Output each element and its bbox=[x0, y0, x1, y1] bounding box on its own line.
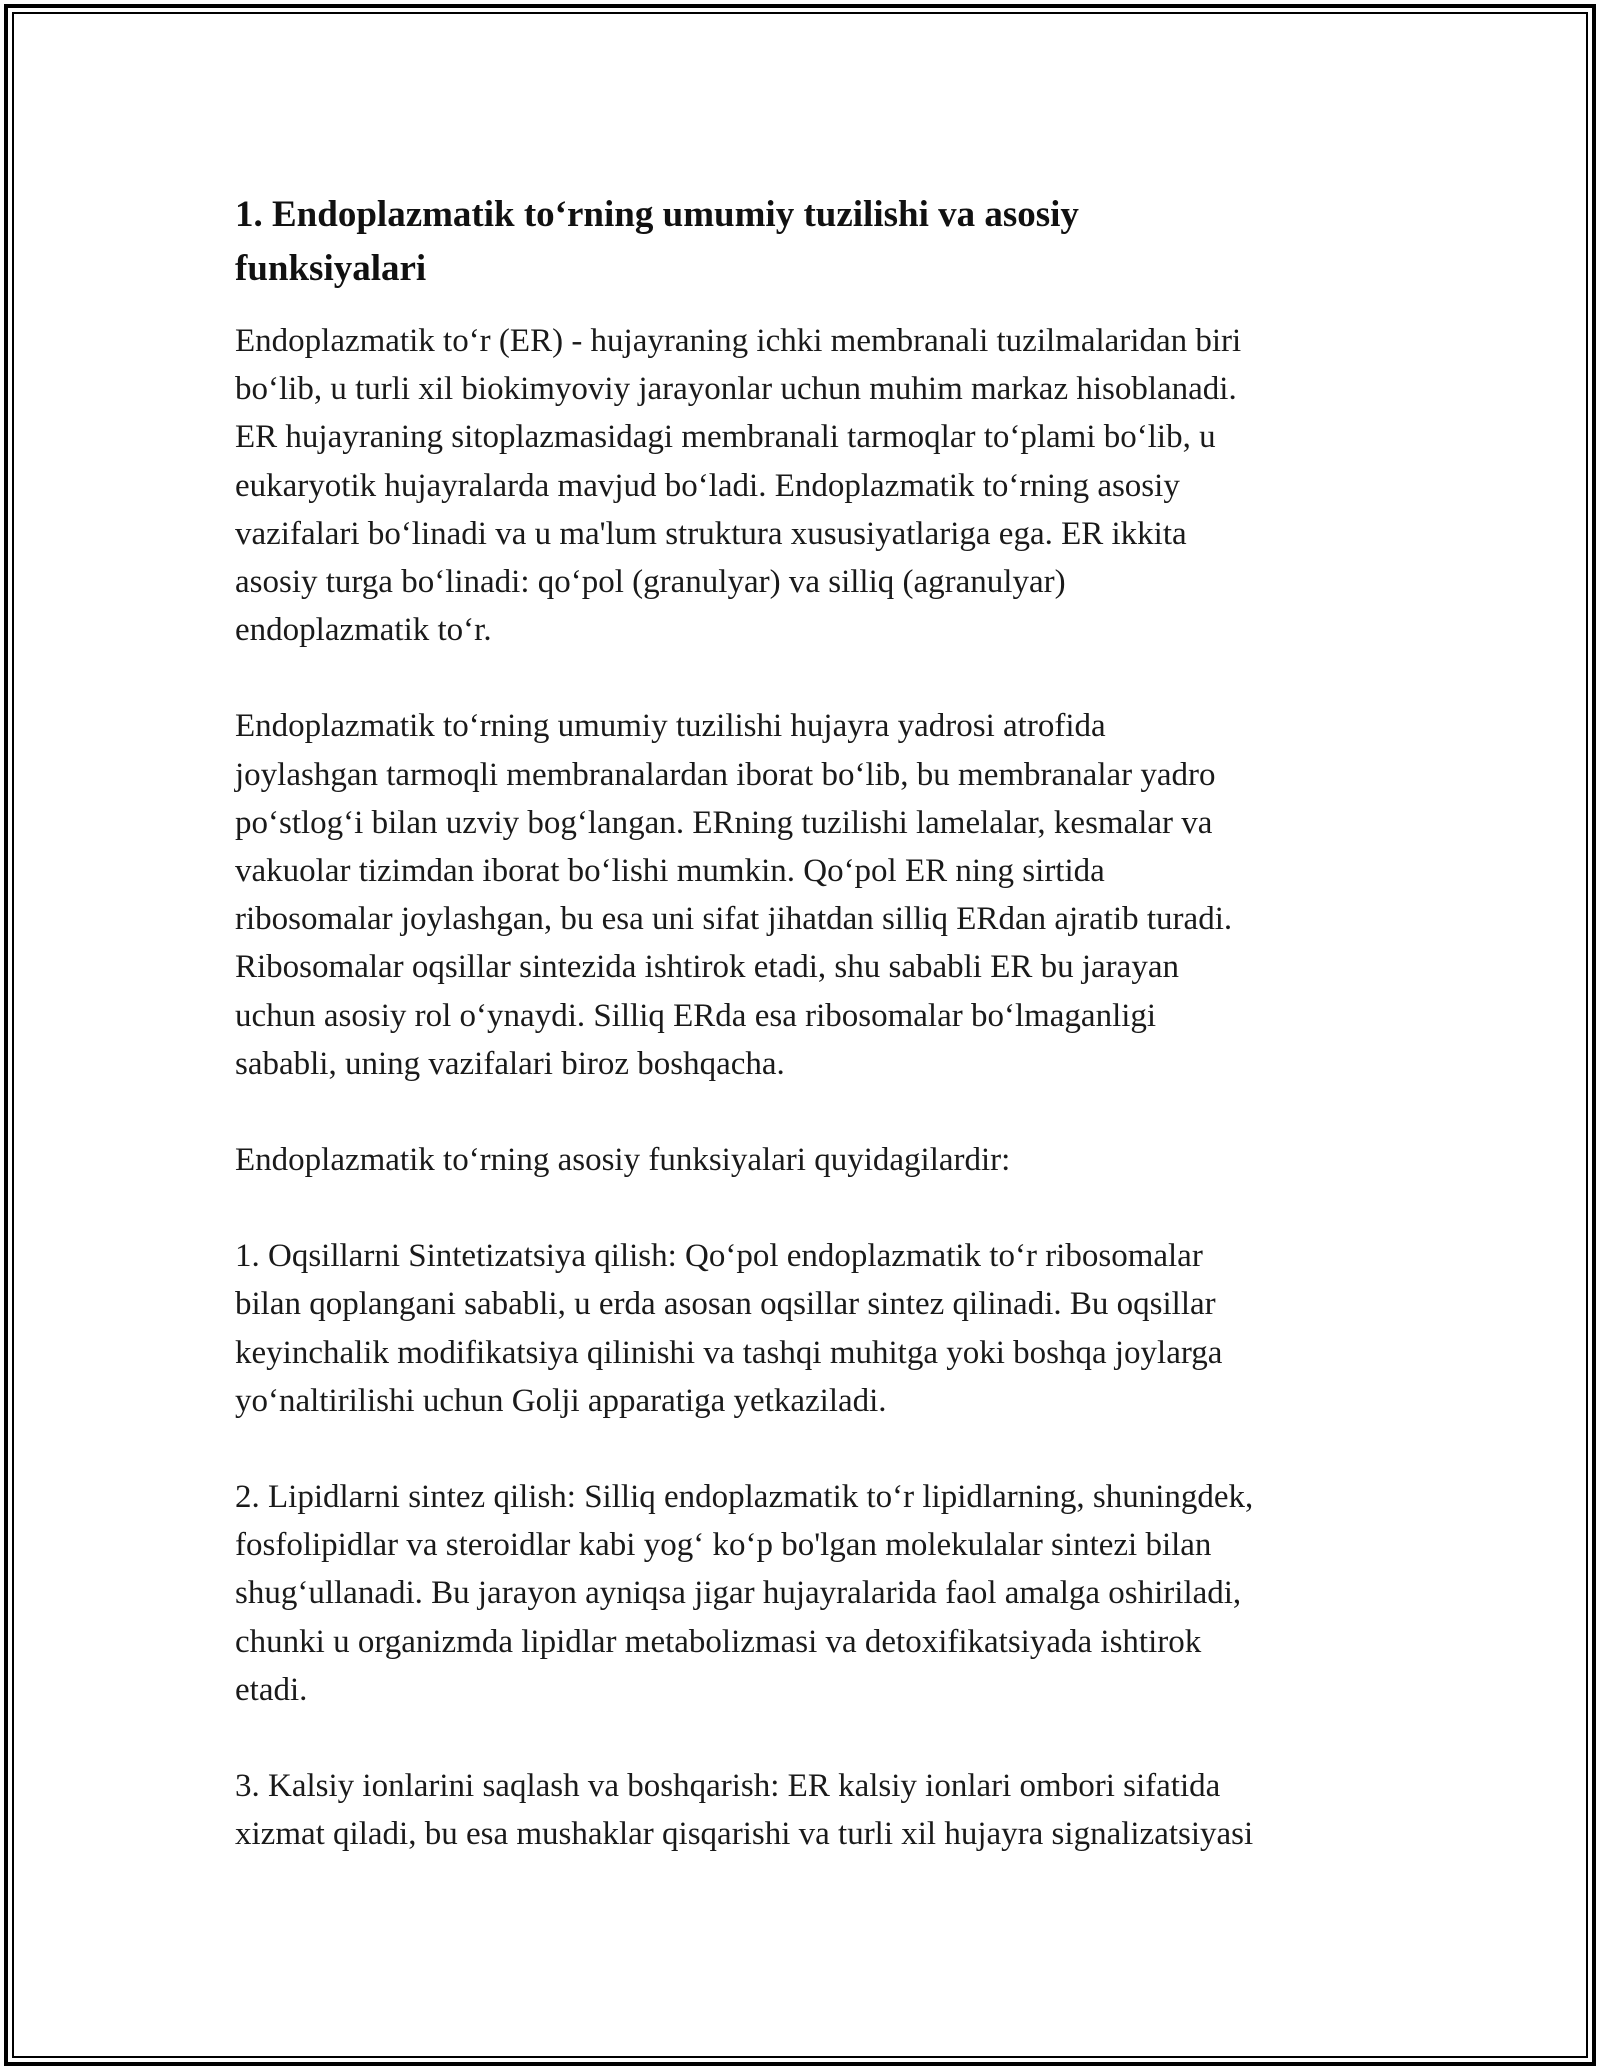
paragraph-functions-lead: Endoplazmatik to‘rning asosiy funksiyalari quyidagilardir: bbox=[235, 1142, 1011, 1179]
paragraph-structure: Endoplazmatik to‘rning umumiy tuzilishi hujayra yadrosi atrofida joylashgan tarmoqli membranalardan iborat bo‘lib, bu membranalar yadro po‘stlog‘i bilan uzviy bog‘langan. ERning tuzilishi lamelalar, kesmalar va vakuolar tizimdan iborat bo‘lishi mumkin. Qo‘pol ER ning sirtida ribosomalar joylashgan, bu esa uni sifat jihatdan silliq ERdan ajratib turadi. Ribosomalar oqsillar sintezida ishtirok etadi, shu sababli ER bu jarayan uchun asosiy rol o‘ynaydi. Silliq ERda esa ribosomalar bo‘lmaganligi sababli, uning vazifalari biroz boshqacha. bbox=[235, 708, 1233, 1082]
paragraph-intro: Endoplazmatik to‘r (ER) - hujayraning ichki membranali tuzilmalaridan biri bo‘lib, u turli xil biokimyoviy jarayonlar uchun muhim markaz hisoblanadi. ER hujayraning sitoplazmasidagi membranali tarmoqlar to‘plami bo‘lib, u eukaryotik hujayralarda mavjud bo‘ladi. Endoplazmatik to‘rning asosiy vazifalari bo‘linadi va u ma'lum struktura xususiyatlariga ega. ER ikkita asosiy turga bo‘linadi: qo‘pol (granulyar) va silliq (agranulyar) endoplazmatik to‘r. bbox=[235, 323, 1242, 649]
section-heading: 1. Endoplazmatik to‘rning umumiy tuzilishi va asosiy funksiyalari bbox=[235, 194, 1079, 289]
document-body bbox=[235, 188, 1395, 1906]
list-item-protein-synthesis: 1. Oqsillarni Sintetizatsiya qilish: Qo‘pol endoplazmatik to‘r ribosomalar bilan qoplangani sababli, u erda asosan oqsillar sintez qilinadi. Bu oqsillar keyinchalik modifikatsiya qilinishi va tashqi muhitga yoki boshqa joylarga yo‘naltirilishi uchun Golji apparatiga yetkaziladi. bbox=[235, 1238, 1223, 1419]
list-item-lipid-synthesis: 2. Lipidlarni sintez qilish: Silliq endoplazmatik to‘r lipidlarning, shuningdek, fosfolipidlar va steroidlar kabi yog‘ ko‘p bo'lgan molekulalar sintezi bilan shug‘ullanadi. Bu jarayon ayniqsa jigar hujayralarida faol amalga oshiriladi, chunki u organizmda lipidlar metabolizmasi va detoxifikatsiyada ishtirok etadi. bbox=[235, 1479, 1254, 1708]
list-item-calcium-storage: 3. Kalsiy ionlarini saqlash va boshqarish: ER kalsiy ionlari ombori sifatida xizmat qiladi, bu esa mushaklar qisqarishi va turli xil hujayra signalizatsiyasi bbox=[235, 1768, 1254, 1853]
